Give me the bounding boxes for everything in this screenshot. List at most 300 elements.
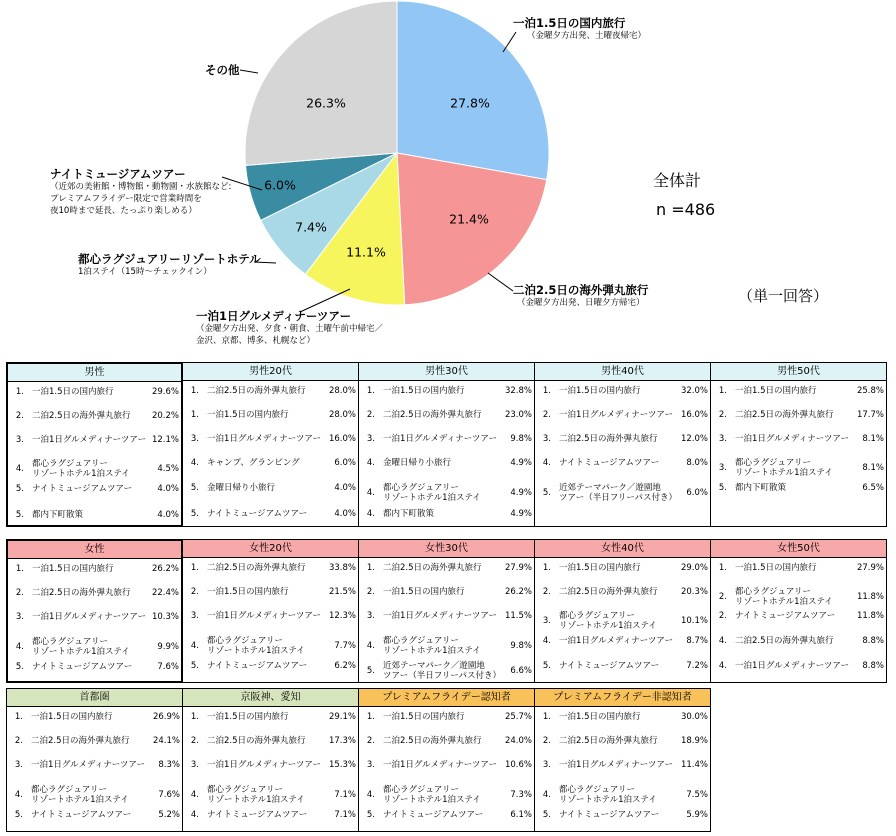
table-row (535, 661, 710, 671)
item-label: 一泊1日グルメディナーツアー (383, 611, 498, 621)
item-label: 一泊1日グルメディナーツアー (559, 636, 674, 646)
item-label: ナイトミュージアムツアー (207, 661, 308, 671)
table-row (535, 712, 710, 722)
panel-title: 女性 (8, 541, 181, 559)
rank-number: 3. (15, 612, 24, 622)
item-label: 都心ラグジュアリー リゾートホテル1泊ステイ (735, 587, 833, 607)
item-value: 10.1% (680, 616, 708, 626)
item-value: 7.1% (334, 790, 356, 800)
item-value: 15.3% (328, 760, 356, 770)
rank-number: 2. (14, 736, 23, 746)
item-value: 20.3% (680, 587, 708, 597)
item-label: 都心ラグジュアリー リゾートホテル1泊ステイ (559, 785, 657, 805)
table-row (183, 785, 358, 805)
answer-type: （単一回答） (738, 287, 829, 305)
item-value: 11.5% (504, 611, 532, 621)
item-value: 9.8% (510, 641, 532, 651)
slice-pct-label-6: 26.3% (306, 95, 346, 111)
item-label: 一泊1日グルメディナーツアー (32, 435, 147, 445)
item-label: 一泊1日グルメディナーツアー (207, 434, 322, 444)
label-slice-1-main: 一泊1.5日の国内旅行 (513, 16, 626, 30)
slice-pct-label-4: 7.4% (295, 219, 327, 235)
item-value: 25.7% (504, 712, 532, 722)
rank-number: 2. (190, 736, 199, 746)
item-value: 16.0% (328, 434, 356, 444)
item-value: 10.6% (504, 760, 532, 770)
item-value: 17.3% (328, 736, 356, 746)
item-label: ナイトミュージアムツアー (559, 458, 660, 468)
label-slice-2-sub: （金曜夕方出発、日曜夕方帰宅） (517, 298, 645, 308)
table-row (8, 435, 181, 445)
item-value: 7.7% (334, 641, 356, 651)
panel-title: 女性30代 (359, 540, 534, 558)
rank-number: 4. (190, 641, 199, 651)
rank-number: 1. (366, 563, 375, 573)
rank-number: 5. (366, 666, 375, 676)
item-label: 都内下町散策 (735, 483, 787, 493)
table-row (711, 611, 886, 621)
table-row (711, 434, 886, 444)
table-row (8, 387, 181, 397)
table-row-group-1 (6, 362, 886, 527)
item-value: 8.1% (862, 434, 884, 444)
ranking-panel (358, 362, 535, 527)
table-row-group-2 (6, 539, 886, 683)
item-value: 6.5% (862, 483, 884, 493)
rank-number: 4. (190, 458, 199, 468)
item-value: 26.2% (504, 587, 532, 597)
item-value: 27.9% (856, 563, 884, 573)
item-value: 11.8% (856, 592, 884, 602)
rank-number: 4. (190, 790, 199, 800)
label-slice-1 (513, 16, 646, 42)
slice-pct-label-2: 21.4% (449, 211, 489, 227)
item-value: 5.9% (686, 810, 708, 820)
item-label: 二泊2.5日の海外弾丸旅行 (31, 736, 130, 746)
table-row (711, 458, 886, 478)
item-value: 33.8% (328, 563, 356, 573)
item-label: 都心ラグジュアリー リゾートホテル1泊ステイ (31, 785, 129, 805)
rank-number: 2. (542, 736, 551, 746)
table-row (183, 386, 358, 396)
label-slice-2-main: 二泊2.5日の海外弾丸旅行 (513, 283, 649, 297)
item-label: ナイトミュージアムツアー (559, 810, 660, 820)
table-row (183, 434, 358, 444)
item-value: 9.9% (157, 642, 179, 652)
rank-number: 3. (718, 463, 727, 473)
table-row (359, 661, 534, 681)
table-row (359, 611, 534, 621)
table-row (535, 760, 710, 770)
ranking-panel (710, 539, 887, 683)
item-label: 二泊2.5日の海外弾丸旅行 (207, 563, 306, 573)
label-slice-5-sub: （近郊の美術館・博物館・動物園・水族館など: プレミアムフライデー限定で営業時間を 夜10時まで延長、たっぷり楽しめる） (50, 182, 232, 216)
rank-number: 1. (15, 564, 24, 574)
table-row (7, 760, 182, 770)
item-value: 32.0% (680, 386, 708, 396)
item-value: 4.9% (510, 458, 532, 468)
table-row (711, 410, 886, 420)
item-label: 一泊1.5日の国内旅行 (735, 386, 817, 396)
slice-pct-label-3: 11.1% (346, 244, 386, 260)
label-slice-4-main: 都心ラグジュアリーリゾートホテル (78, 252, 261, 266)
item-label: 一泊1日グルメディナーツアー (207, 760, 322, 770)
item-value: 6.2% (334, 661, 356, 671)
rank-number: 5. (15, 510, 24, 520)
ranking-panel (6, 688, 183, 832)
table-row (359, 760, 534, 770)
table-row (359, 458, 534, 468)
rank-number: 2. (15, 588, 24, 598)
item-label: 一泊1日グルメディナーツアー (735, 661, 850, 671)
table-row (535, 483, 710, 503)
table-row (359, 587, 534, 597)
rank-number: 1. (190, 563, 199, 573)
item-value: 6.6% (510, 666, 532, 676)
ranking-panel (358, 688, 535, 832)
label-slice-3-main: 一泊1日グルメディナーツアー (196, 309, 352, 323)
rank-number: 5. (542, 810, 551, 820)
item-label: 近郊テーマパーク／遊園地 ツアー（半日フリーパス付き） (383, 661, 501, 681)
item-value: 18.9% (680, 736, 708, 746)
label-slice-6 (205, 63, 240, 77)
item-value: 8.8% (862, 636, 884, 646)
rank-number: 4. (14, 790, 23, 800)
rank-number: 5. (14, 810, 23, 820)
rank-number: 3. (15, 435, 24, 445)
table-row (183, 410, 358, 420)
panel-title: プレミアムフライデー認知者 (359, 689, 534, 707)
item-label: 一泊1.5日の国内旅行 (559, 386, 641, 396)
item-value: 4.0% (157, 510, 179, 520)
table-row (359, 386, 534, 396)
table-row (359, 563, 534, 573)
rank-number: 2. (718, 611, 727, 621)
rank-number: 2. (366, 587, 375, 597)
rank-number: 1. (542, 386, 551, 396)
rank-number: 1. (542, 563, 551, 573)
rank-number: 4. (718, 661, 727, 671)
rank-number: 3. (14, 760, 23, 770)
item-label: 一泊1日グルメディナーツアー (559, 410, 674, 420)
rank-number: 5. (15, 484, 24, 494)
table-row (359, 712, 534, 722)
item-label: 一泊1.5日の国内旅行 (32, 387, 114, 397)
item-value: 10.3% (151, 612, 179, 622)
panel-title: 女性40代 (535, 540, 710, 558)
label-slice-5 (50, 167, 231, 217)
rank-number: 1. (15, 387, 24, 397)
table-row (183, 563, 358, 573)
table-row (359, 736, 534, 746)
item-value: 21.5% (328, 587, 356, 597)
table-row (711, 661, 886, 671)
rank-number: 5. (542, 488, 551, 498)
rank-number: 2. (15, 411, 24, 421)
label-slice-5-main: ナイトミュージアムツアー (50, 167, 186, 181)
item-value: 5.2% (158, 810, 180, 820)
table-row (359, 785, 534, 805)
panel-title: プレミアムフライデー非認知者 (535, 689, 710, 707)
rank-number: 5. (190, 483, 199, 493)
rank-number: 4. (718, 636, 727, 646)
item-label: 一泊1.5日の国内旅行 (383, 386, 465, 396)
table-row (359, 483, 534, 503)
item-label: ナイトミュージアムツアー (207, 810, 308, 820)
rank-number: 5. (366, 810, 375, 820)
item-label: 都心ラグジュアリー リゾートホテル1泊ステイ (32, 637, 130, 657)
table-row (535, 785, 710, 805)
item-value: 4.5% (157, 464, 179, 474)
ranking-panel (534, 539, 711, 683)
table-row (8, 588, 181, 598)
item-label: 一泊1.5日の国内旅行 (207, 587, 289, 597)
rank-number: 5. (15, 662, 24, 672)
rank-number: 3. (190, 760, 199, 770)
table-row (7, 712, 182, 722)
item-value: 28.0% (328, 410, 356, 420)
rank-number: 4. (366, 509, 375, 519)
table-row (711, 587, 886, 607)
table-row (183, 810, 358, 820)
table-row (8, 484, 181, 494)
rank-number: 3. (718, 434, 727, 444)
table-row (183, 636, 358, 656)
item-value: 12.1% (151, 435, 179, 445)
table-row (535, 434, 710, 444)
table-row (711, 636, 886, 646)
table-row (535, 386, 710, 396)
table-row (8, 510, 181, 520)
item-label: 都心ラグジュアリー リゾートホテル1泊ステイ (735, 458, 833, 478)
item-value: 26.9% (152, 712, 180, 722)
item-label: 近郊テーマパーク／遊園地 ツアー（半日フリーパス付き） (559, 483, 677, 503)
item-label: 一泊1日グルメディナーツアー (735, 434, 850, 444)
rank-number: 1. (542, 712, 551, 722)
rank-number: 4. (366, 641, 375, 651)
table-row-group-3 (6, 688, 710, 832)
item-label: 二泊2.5日の海外弾丸旅行 (383, 410, 482, 420)
leader-line-2 (488, 273, 513, 291)
table-row (8, 612, 181, 622)
item-value: 29.0% (680, 563, 708, 573)
rank-number: 2. (542, 410, 551, 420)
item-label: 一泊1.5日の国内旅行 (32, 564, 114, 574)
rank-number: 1. (366, 712, 375, 722)
item-label: 一泊1.5日の国内旅行 (383, 712, 465, 722)
rank-number: 1. (190, 410, 199, 420)
rank-number: 1. (718, 563, 727, 573)
ranking-panel (182, 539, 359, 683)
item-value: 12.0% (680, 434, 708, 444)
item-label: 都心ラグジュアリー リゾートホテル1泊ステイ (383, 483, 481, 503)
rank-number: 3. (366, 611, 375, 621)
label-slice-3 (196, 309, 383, 347)
item-label: 二泊2.5日の海外弾丸旅行 (383, 736, 482, 746)
item-label: 一泊1.5日の国内旅行 (31, 712, 113, 722)
table-row (535, 410, 710, 420)
item-value: 11.8% (856, 611, 884, 621)
ranking-panel (534, 362, 711, 527)
item-label: 二泊2.5日の海外弾丸旅行 (32, 411, 131, 421)
table-row (8, 411, 181, 421)
item-label: 二泊2.5日の海外弾丸旅行 (559, 736, 658, 746)
item-value: 6.0% (334, 458, 356, 468)
table-row (535, 563, 710, 573)
table-row (183, 760, 358, 770)
item-label: 二泊2.5日の海外弾丸旅行 (383, 563, 482, 573)
item-value: 7.6% (158, 790, 180, 800)
rank-number: 3. (366, 760, 375, 770)
item-label: ナイトミュージアムツアー (735, 611, 836, 621)
panel-title: 男性20代 (183, 363, 358, 381)
label-slice-1-sub: （金曜夕方出発、土曜夜帰宅） (527, 31, 647, 41)
label-slice-6-main: その他 (205, 63, 240, 77)
ranking-panel (6, 362, 183, 527)
item-label: 一泊1日グルメディナーツアー (559, 760, 674, 770)
table-row (359, 810, 534, 820)
ranking-panel (534, 688, 711, 832)
table-row (711, 563, 886, 573)
table-row (183, 483, 358, 493)
rank-number: 4. (15, 464, 24, 474)
item-label: 二泊2.5日の海外弾丸旅行 (559, 434, 658, 444)
slice-pct-label-1: 27.8% (450, 95, 490, 111)
item-value: 29.6% (151, 387, 179, 397)
rank-number: 4. (542, 790, 551, 800)
item-label: ナイトミュージアムツアー (32, 484, 133, 494)
item-label: 都心ラグジュアリー リゾートホテル1泊ステイ (383, 636, 481, 656)
rank-number: 2. (190, 587, 199, 597)
table-row (7, 785, 182, 805)
item-value: 20.2% (151, 411, 179, 421)
table-row (535, 810, 710, 820)
rank-number: 4. (366, 488, 375, 498)
item-label: 金曜日帰り小旅行 (207, 483, 276, 493)
item-label: ナイトミュージアムツアー (383, 810, 484, 820)
table-row (7, 810, 182, 820)
item-label: 二泊2.5日の海外弾丸旅行 (207, 386, 306, 396)
table-row (183, 736, 358, 746)
table-row (711, 483, 886, 493)
item-label: キャンプ、グランピング (207, 458, 300, 468)
rank-number: 4. (542, 636, 551, 646)
item-label: 都内下町散策 (32, 510, 84, 520)
item-label: ナイトミュージアムツアー (207, 509, 308, 519)
item-value: 17.7% (856, 410, 884, 420)
rank-number: 1. (190, 712, 199, 722)
rank-number: 1. (366, 386, 375, 396)
panel-title: 男性 (8, 364, 181, 382)
item-value: 6.1% (510, 810, 532, 820)
rank-number: 5. (718, 483, 727, 493)
item-value: 7.1% (334, 810, 356, 820)
rank-number: 2. (718, 410, 727, 420)
rank-number: 3. (542, 434, 551, 444)
item-value: 29.1% (328, 712, 356, 722)
overall-n: n =486 (656, 200, 716, 219)
item-value: 7.6% (157, 662, 179, 672)
item-value: 11.4% (680, 760, 708, 770)
item-value: 4.0% (334, 483, 356, 493)
table-row (8, 662, 181, 672)
item-label: 一泊1日グルメディナーツアー (207, 611, 322, 621)
item-value: 8.8% (862, 661, 884, 671)
rank-number: 3. (366, 434, 375, 444)
rank-number: 2. (366, 736, 375, 746)
item-label: 一泊1.5日の国内旅行 (559, 563, 641, 573)
panel-title: 首都圏 (7, 689, 182, 707)
label-slice-3-sub: （金曜夕方出発、夕食・朝食、土曜午前中帰宅／ 金沢、京都、博多、札幌など） (196, 324, 384, 346)
item-label: ナイトミュージアムツアー (31, 810, 132, 820)
item-value: 30.0% (680, 712, 708, 722)
label-slice-4-sub: 1泊ステイ（15時～チェックイン） (78, 267, 212, 277)
item-label: 都心ラグジュアリー リゾートホテル1泊ステイ (559, 611, 657, 631)
item-value: 4.9% (510, 509, 532, 519)
item-value: 32.8% (504, 386, 532, 396)
rank-number: 4. (366, 790, 375, 800)
rank-number: 3. (190, 611, 199, 621)
ranking-panel (710, 362, 887, 527)
item-label: ナイトミュージアムツアー (32, 662, 133, 672)
table-row (183, 661, 358, 671)
rank-number: 5. (542, 661, 551, 671)
rank-number: 3. (542, 760, 551, 770)
item-value: 28.0% (328, 386, 356, 396)
item-label: 一泊1.5日の国内旅行 (735, 563, 817, 573)
item-value: 24.0% (504, 736, 532, 746)
pie-slice-6 (245, 1, 397, 165)
item-label: ナイトミュージアムツアー (559, 661, 660, 671)
item-value: 4.9% (510, 488, 532, 498)
leader-line-6 (240, 70, 258, 73)
item-label: 一泊1.5日の国内旅行 (559, 712, 641, 722)
item-label: 一泊1.5日の国内旅行 (207, 712, 289, 722)
table-row (535, 587, 710, 597)
pie-chart-area (0, 0, 896, 356)
item-label: 二泊2.5日の海外弾丸旅行 (735, 410, 834, 420)
table-row (7, 736, 182, 746)
table-row (183, 712, 358, 722)
rank-number: 1. (14, 712, 23, 722)
table-row (535, 458, 710, 468)
rank-number: 5. (190, 661, 199, 671)
item-value: 27.9% (504, 563, 532, 573)
ranking-panel (182, 362, 359, 527)
table-row (359, 434, 534, 444)
item-label: 二泊2.5日の海外弾丸旅行 (559, 587, 658, 597)
table-row (183, 611, 358, 621)
rank-number: 5. (190, 509, 199, 519)
item-value: 24.1% (152, 736, 180, 746)
rank-number: 2. (366, 410, 375, 420)
panel-title: 男性40代 (535, 363, 710, 381)
table-row (359, 636, 534, 656)
table-row (535, 736, 710, 746)
rank-number: 3. (542, 616, 551, 626)
item-value: 7.3% (510, 790, 532, 800)
item-label: 都心ラグジュアリー リゾートホテル1泊ステイ (207, 785, 305, 805)
item-value: 26.2% (151, 564, 179, 574)
label-slice-2 (513, 283, 648, 309)
ranking-panel (6, 539, 183, 683)
rank-number: 4. (366, 458, 375, 468)
item-label: 都心ラグジュアリー リゾートホテル1泊ステイ (32, 459, 130, 479)
item-label: 二泊2.5日の海外弾丸旅行 (207, 736, 306, 746)
rank-number: 4. (15, 642, 24, 652)
item-label: 一泊1日グルメディナーツアー (31, 760, 146, 770)
item-label: 金曜日帰り小旅行 (383, 458, 452, 468)
